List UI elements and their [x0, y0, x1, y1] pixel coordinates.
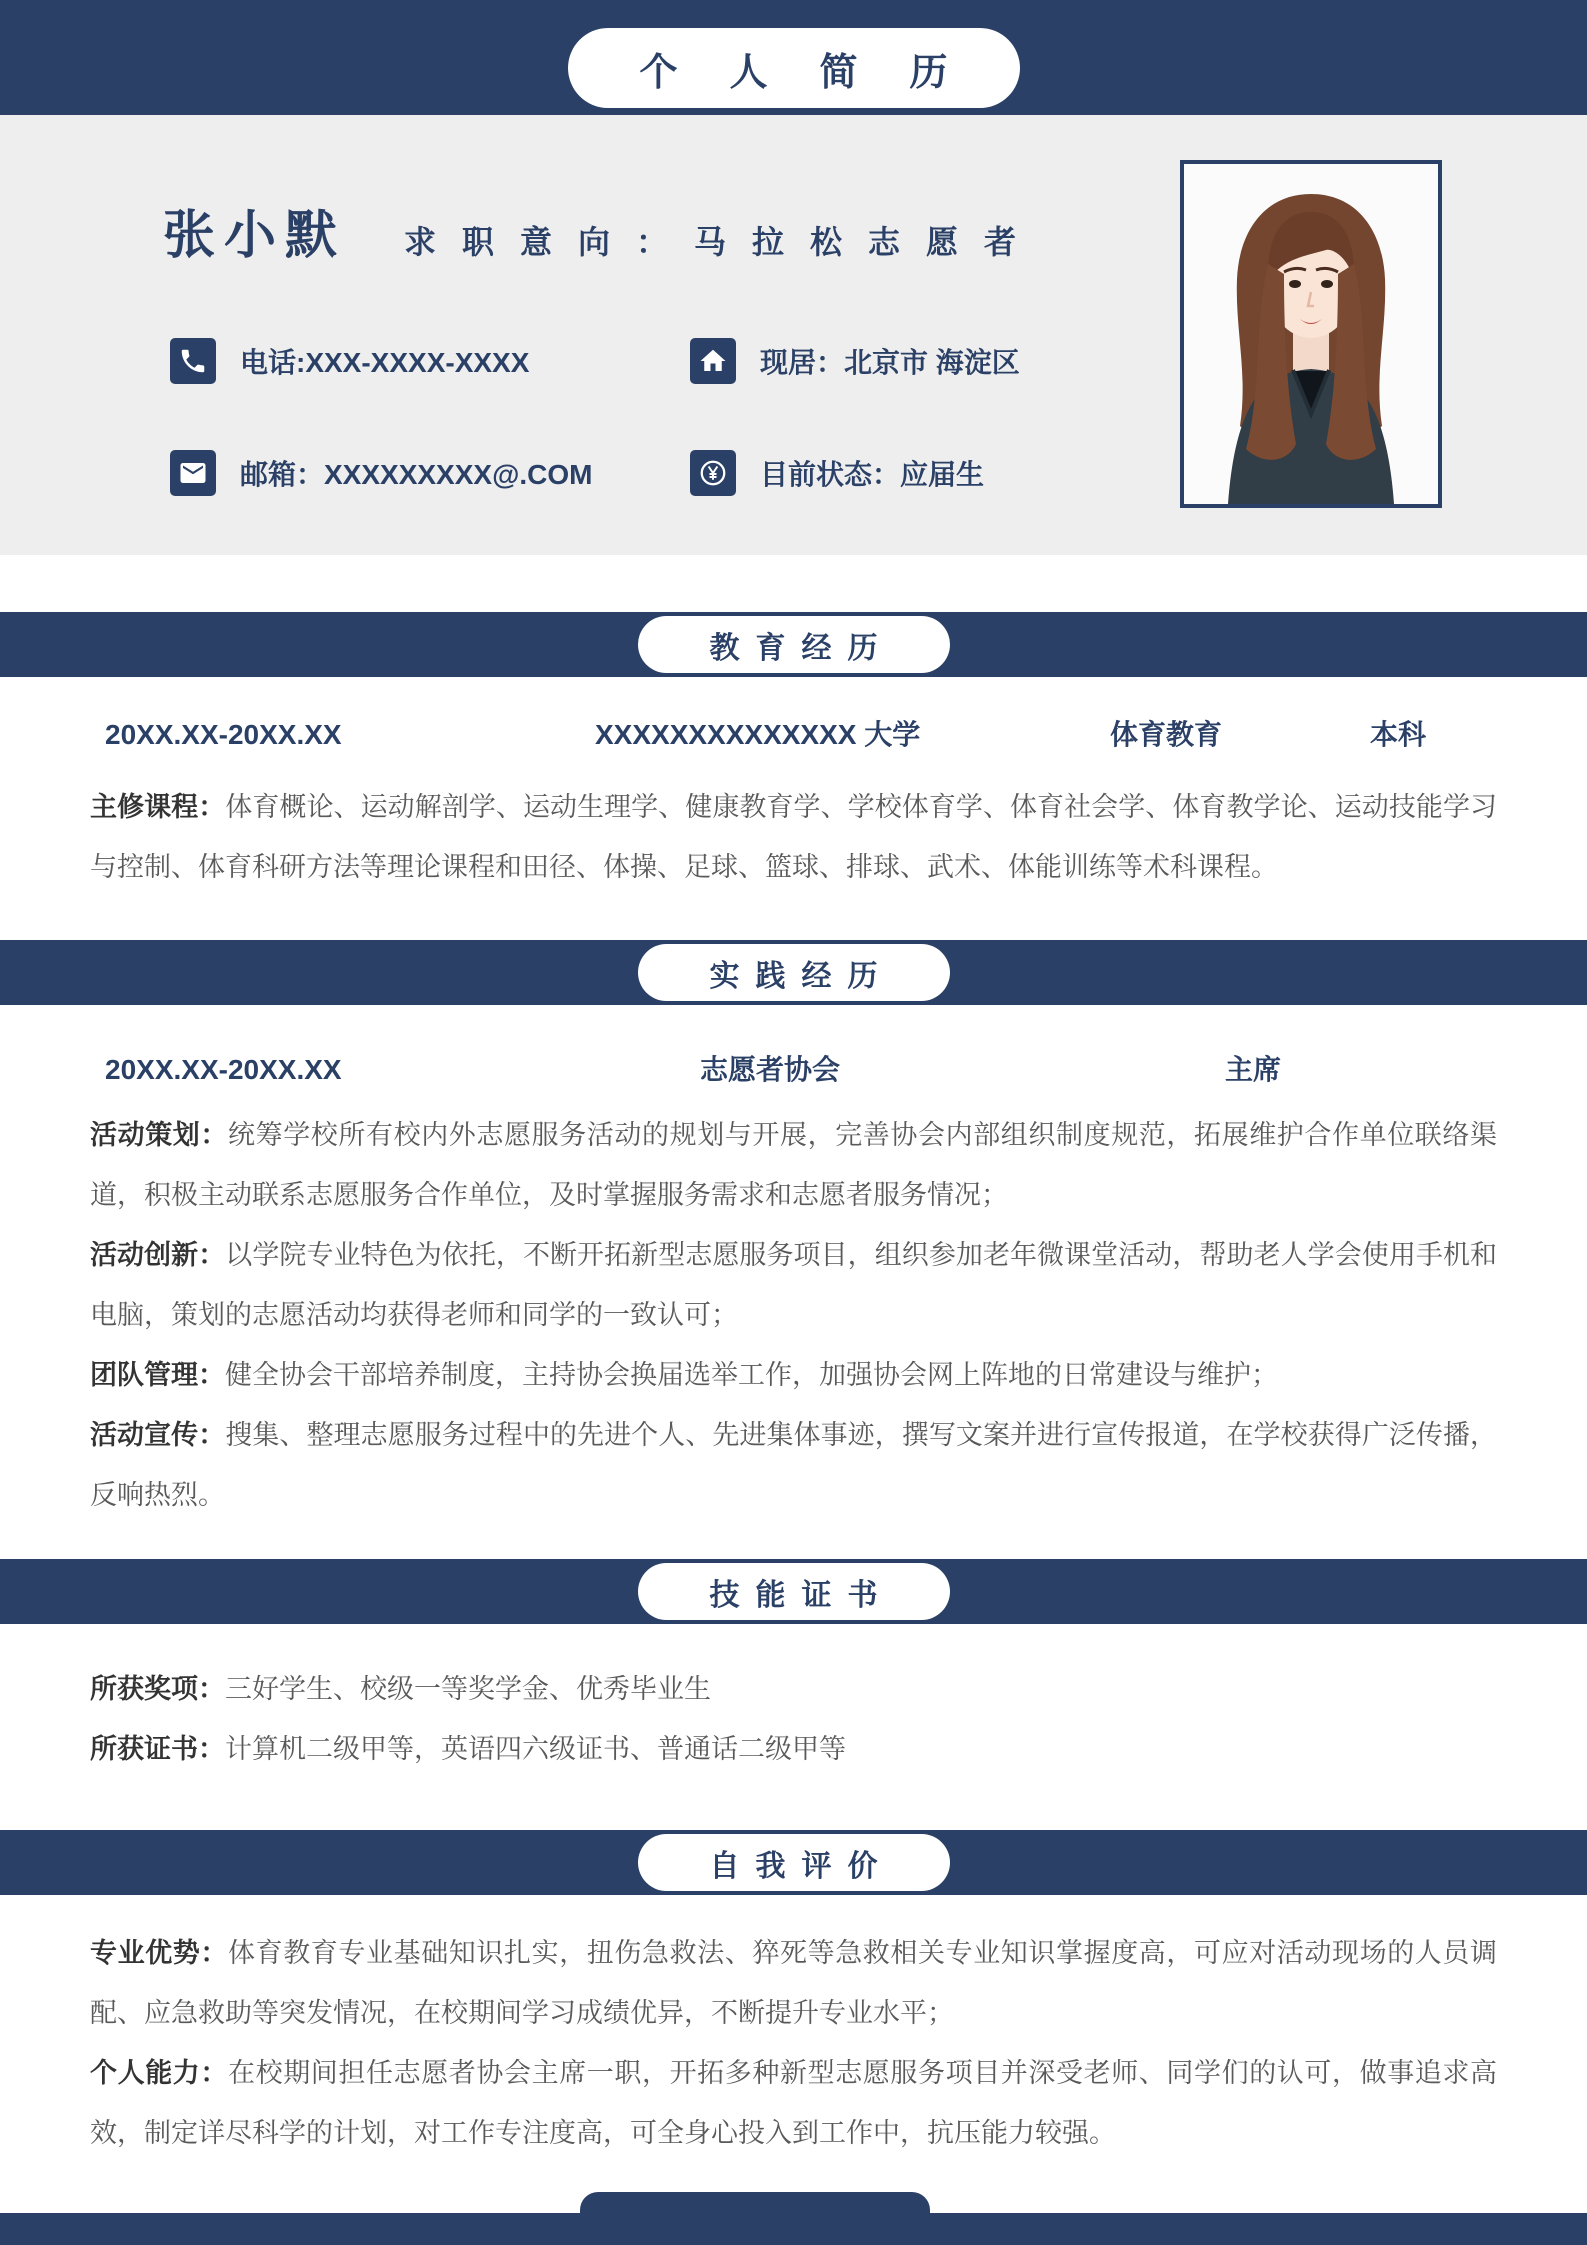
practice-item-text: 统筹学校所有校内外志愿服务活动的规划与开展，完善协会内部组织制度规范，拓展维护合作单位联络渠道，积极主动联系志愿服务合作单位，及时掌握服务需求和志愿者服务情况；	[90, 1120, 1497, 1210]
education-courses-text: 体育概论、运动解剖学、运动生理学、健康教育学、学校体育学、体育社会学、体育教学论、运动技能学习与控制、体育科研方法等理论课程和田径、体操、足球、篮球、排球、武术、体能训练等术科课程。	[90, 792, 1498, 882]
profile-photo	[1180, 160, 1442, 508]
skills-item	[90, 1719, 1497, 1779]
evaluation-item-text: 体育教育专业基础知识扎实，扭伤急救法、猝死等急救相关专业知识掌握度高，可应对活动现场的人员调配、应急救助等突发情况，在校期间学习成绩优异，不断提升专业水平；	[90, 1938, 1497, 2028]
section-education-title: 教育经历	[709, 631, 894, 665]
practice-item	[90, 1345, 1497, 1405]
section-practice-title: 实践经历	[709, 959, 894, 993]
page-title: 个人简历	[639, 51, 1000, 94]
education-content	[90, 777, 1497, 897]
practice-item	[90, 1105, 1497, 1225]
profile-header	[0, 115, 1587, 555]
section-evaluation-title: 自我评价	[709, 1849, 894, 1883]
practice-content	[90, 1105, 1497, 1525]
contact-status	[690, 450, 1020, 496]
contact-info	[170, 338, 1020, 496]
section-practice-bar	[0, 940, 1587, 1005]
practice-date: 20XX.XX-20XX.XX	[105, 1054, 342, 1085]
skills-item	[90, 1659, 1497, 1719]
practice-item-label: 团队管理：	[90, 1360, 225, 1390]
evaluation-content	[90, 1923, 1497, 2163]
skills-item-text: 三好学生、校级一等奖学金、优秀毕业生	[225, 1674, 711, 1704]
practice-item-label: 活动宣传：	[90, 1420, 226, 1450]
contact-email	[170, 450, 690, 496]
phone-text: 电话:XXX-XXXX-XXXX	[240, 347, 530, 378]
skills-item-label: 所获证书：	[90, 1734, 225, 1764]
top-banner	[0, 0, 1587, 115]
section-skills-bar	[0, 1559, 1587, 1624]
practice-org: 志愿者协会	[700, 1054, 841, 1085]
yen-circle-icon	[690, 450, 736, 496]
candidate-name: 张小默	[163, 207, 347, 265]
address-text: 现居：北京市 海淀区	[760, 347, 1020, 378]
practice-role: 主席	[1225, 1054, 1282, 1085]
page-title-pill	[568, 28, 1020, 108]
portrait-illustration	[1184, 164, 1438, 504]
mail-icon	[170, 450, 216, 496]
name-row	[163, 193, 1042, 268]
evaluation-item-label: 专业优势：	[90, 1938, 228, 1968]
skills-item-label: 所获奖项：	[90, 1674, 225, 1704]
practice-item	[90, 1405, 1497, 1525]
evaluation-item	[90, 1923, 1497, 2043]
section-evaluation-pill	[638, 1834, 950, 1891]
skills-item-text: 计算机二级甲等，英语四六级证书、普通话二级甲等	[225, 1734, 846, 1764]
education-entry	[0, 715, 1587, 755]
section-evaluation-bar	[0, 1830, 1587, 1895]
section-education-bar	[0, 612, 1587, 677]
education-courses	[90, 777, 1497, 897]
section-skills-title: 技能证书	[709, 1578, 894, 1612]
job-intention: 求职意向：马拉松志愿者	[404, 224, 1043, 260]
footer-bar	[0, 2213, 1587, 2245]
contact-address	[690, 338, 1020, 384]
practice-item-label: 活动策划：	[90, 1120, 228, 1150]
education-school: XXXXXXXXXXXXXX 大学	[595, 719, 921, 750]
evaluation-item-text: 在校期间担任志愿者协会主席一职，开拓多种新型志愿服务项目并深受老师、同学们的认可，做事追求高效，制定详尽科学的计划，对工作专注度高，可全身心投入到工作中，抗压能力较强。	[90, 2058, 1497, 2148]
practice-entry	[0, 1050, 1587, 1090]
practice-item-text: 搜集、整理志愿服务过程中的先进个人、先进集体事迹，撰写文案并进行宣传报道，在学校获得广泛传播，反响热烈。	[90, 1420, 1498, 1510]
practice-item-text: 健全协会干部培养制度，主持协会换届选举工作，加强协会网上阵地的日常建设与维护；	[225, 1360, 1278, 1390]
education-date: 20XX.XX-20XX.XX	[105, 719, 342, 750]
skills-content	[90, 1659, 1497, 1779]
section-practice-pill	[638, 944, 950, 1001]
practice-item-label: 活动创新：	[90, 1240, 226, 1270]
home-icon	[690, 338, 736, 384]
evaluation-item	[90, 2043, 1497, 2163]
education-major: 体育教育	[1110, 719, 1223, 750]
contact-phone	[170, 338, 690, 384]
education-courses-label: 主修课程：	[90, 792, 226, 822]
evaluation-item-label: 个人能力：	[90, 2058, 228, 2088]
status-text: 目前状态：应届生	[760, 459, 985, 490]
section-skills-pill	[638, 1563, 950, 1620]
section-education-pill	[638, 616, 950, 673]
practice-item	[90, 1225, 1497, 1345]
practice-item-text: 以学院专业特色为依托，不断开拓新型志愿服务项目，组织参加老年微课堂活动，帮助老人学会使用手机和电脑，策划的志愿活动均获得老师和同学的一致认可；	[90, 1240, 1498, 1330]
email-text: 邮箱：XXXXXXXXX@.COM	[240, 459, 593, 490]
footer	[0, 2163, 1587, 2245]
education-degree: 本科	[1370, 719, 1427, 750]
phone-icon	[170, 338, 216, 384]
